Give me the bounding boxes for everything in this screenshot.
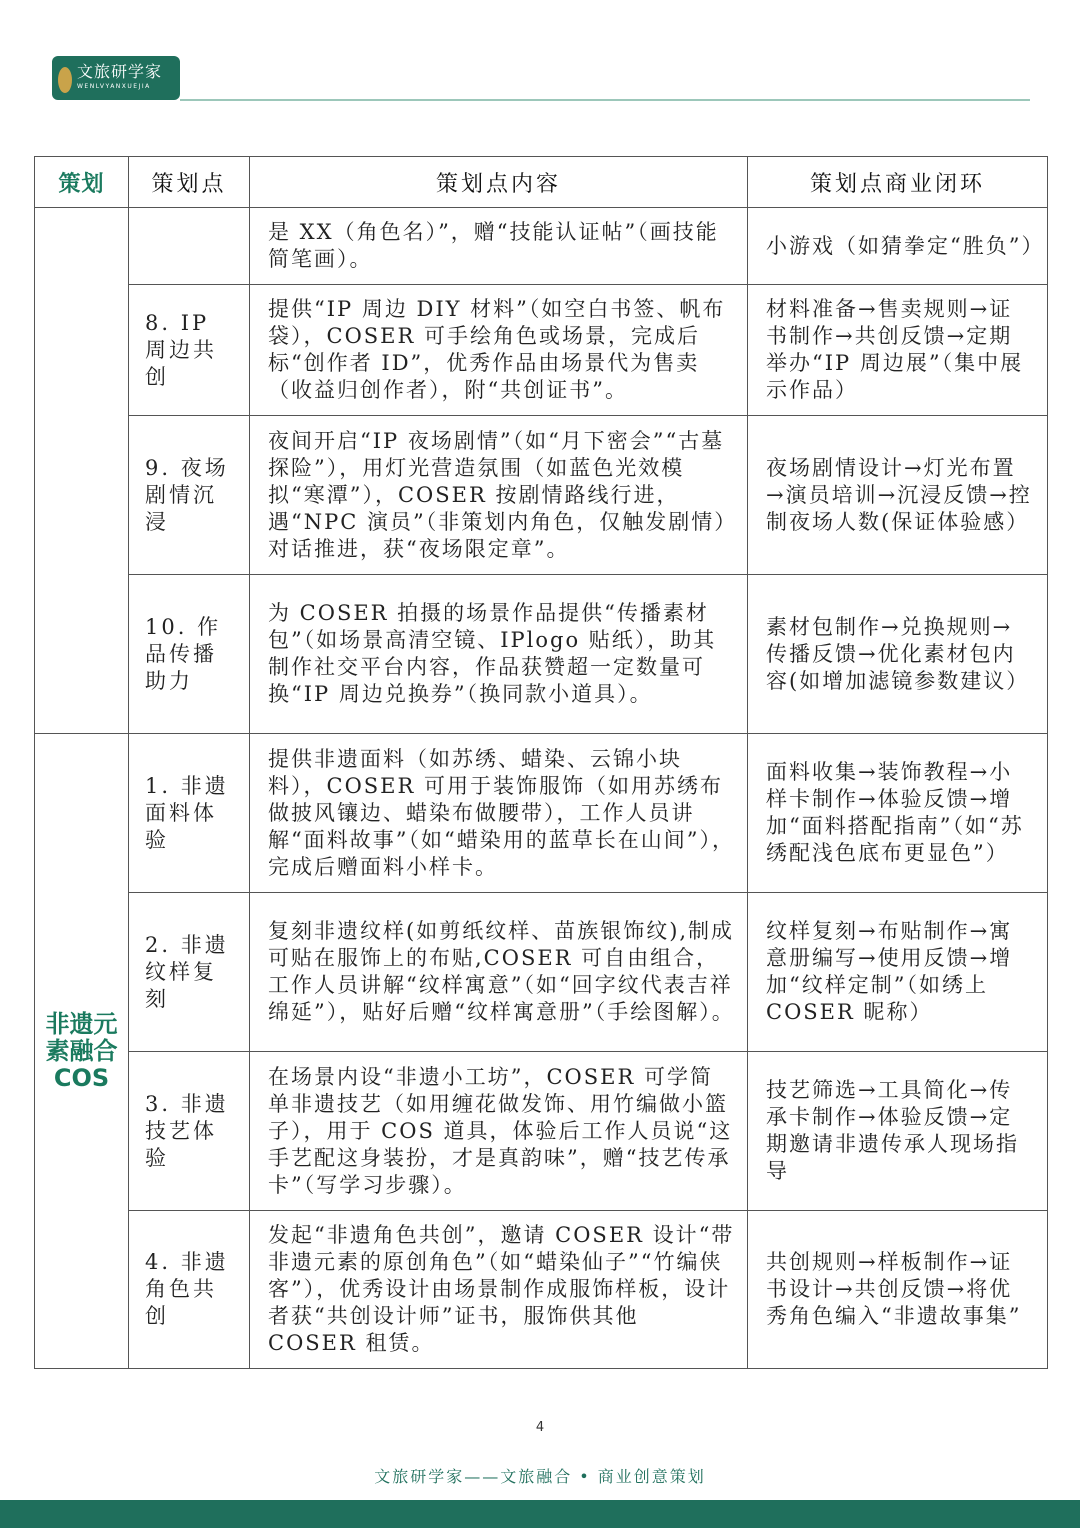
- planning-content: 提供“IP 周边 DIY 材料”（如空白书签、帆布袋），COSER 可手绘角色或场景，完成后标“创作者 ID”，优秀作品由场景代为售卖（收益归创作者），附“共创证书”。: [250, 285, 748, 416]
- category-cell: 非遗元素融合COS: [35, 734, 129, 1369]
- footer-bar: [0, 1500, 1080, 1528]
- table-row: [35, 1052, 1048, 1211]
- planning-point: 1. 非遗面料体验: [129, 734, 250, 893]
- brand-logo: [52, 56, 180, 100]
- table-row: [35, 285, 1048, 416]
- business-loop: 素材包制作→兑换规则→传播反馈→优化素材包内容(如增加滤镜参数建议）: [748, 575, 1048, 734]
- table-row: [35, 734, 1048, 893]
- table-row: [35, 416, 1048, 575]
- planning-point: 9. 夜场剧情沉浸: [129, 416, 250, 575]
- planning-point: 3. 非遗技艺体验: [129, 1052, 250, 1211]
- business-loop: 小游戏（如猜拳定“胜负”）: [748, 208, 1048, 285]
- planning-content: 发起“非遗角色共创”，邀请 COSER 设计“带非遗元素的原创角色”（如“蜡染仙子”“竹编侠客”），优秀设计由场景制作成服饰样板，设计者获“共创设计师”证书，服饰供其他 COSER 租赁。: [250, 1211, 748, 1369]
- planning-content: 为 COSER 拍摄的场景作品提供“传播素材包”（如场景高清空镜、IPlogo 贴纸），助其制作社交平台内容，作品获赞超一定数量可换“IP 周边兑换券”（换同款小道具）。: [250, 575, 748, 734]
- column-header-point: 策划点: [129, 157, 250, 208]
- header-divider: [180, 99, 1030, 101]
- business-loop: 技艺筛选→工具简化→传承卡制作→体验反馈→定期邀请非遗传承人现场指导: [748, 1052, 1048, 1211]
- planning-point: 10. 作品传播助力: [129, 575, 250, 734]
- logo-text: [77, 62, 162, 92]
- business-loop: 材料准备→售卖规则→证书制作→共创反馈→定期举办“IP 周边展”（集中展示作品）: [748, 285, 1048, 416]
- planning-content: 夜间开启“IP 夜场剧情”（如“月下密会”“古墓探险”），用灯光营造氛围（如蓝色光效模拟“寒潭”），COSER 按剧情路线行进，遇“NPC 演员”（非策划内角色，仅触发剧情）对话推进，获“夜场限定章”。: [250, 416, 748, 575]
- page-number: 4: [535, 1420, 545, 1435]
- table-row: [35, 575, 1048, 734]
- planning-content: 复刻非遗纹样(如剪纸纹样、苗族银饰纹),制成可贴在服饰上的布贴,COSER 可自由组合，工作人员讲解“纹样寓意”（如“回字纹代表吉祥绵延”），贴好后赠“纹样寓意册”（手绘图解）。: [250, 893, 748, 1052]
- logo-name-en: WENLVYANXUEJIA: [77, 83, 151, 90]
- planning-content: 在场景内设“非遗小工坊”，COSER 可学简单非遗技艺（如用缠花做发饰、用竹编做小篮子），用于 COS 道具，体验后工作人员说“这手艺配这身装扮，才是真韵味”，赠“技艺传承卡”（写学习步骤）。: [250, 1052, 748, 1211]
- logo-name-cn: 文旅研学家: [77, 62, 163, 81]
- planning-point: 4. 非遗角色共创: [129, 1211, 250, 1369]
- business-loop: 纹样复刻→布贴制作→寓意册编写→使用反馈→增加“纹样定制”（如绣上 COSER 昵称）: [748, 893, 1048, 1052]
- table-header-row: [35, 157, 1048, 208]
- table-row: [35, 893, 1048, 1052]
- footer-text: 文旅研学家——文旅融合 • 商业创意策划: [374, 1467, 706, 1486]
- planning-content: 是 XX（角色名）”，赠“技能认证帖”（画技能简笔画）。: [250, 208, 748, 285]
- table-row: [35, 208, 1048, 285]
- column-header-content: 策划点内容: [250, 157, 748, 208]
- planning-table: [34, 156, 1048, 1369]
- table-row: [35, 1211, 1048, 1369]
- business-loop: 夜场剧情设计→灯光布置→演员培训→沉浸反馈→控制夜场人数(保证体验感）: [748, 416, 1048, 575]
- planning-content: 提供非遗面料（如苏绣、蜡染、云锦小块料），COSER 可用于装饰服饰（如用苏绣布做披风镶边、蜡染布做腰带），工作人员讲解“面料故事”（如“蜡染用的蓝草长在山间”），完成后赠面料小样卡。: [250, 734, 748, 893]
- column-header-category: 策划: [35, 157, 129, 208]
- leaf-icon: [58, 67, 72, 93]
- planning-point: 8. IP 周边共创: [129, 285, 250, 416]
- business-loop: 面料收集→装饰教程→小样卡制作→体验反馈→增加“面料搭配指南”（如“苏绣配浅色底布更显色”）: [748, 734, 1048, 893]
- column-header-loop: 策划点商业闭环: [748, 157, 1048, 208]
- planning-point: [129, 208, 250, 285]
- planning-point: 2. 非遗纹样复刻: [129, 893, 250, 1052]
- business-loop: 共创规则→样板制作→证书设计→共创反馈→将优秀角色编入“非遗故事集”: [748, 1211, 1048, 1369]
- category-cell-continued: [35, 208, 129, 734]
